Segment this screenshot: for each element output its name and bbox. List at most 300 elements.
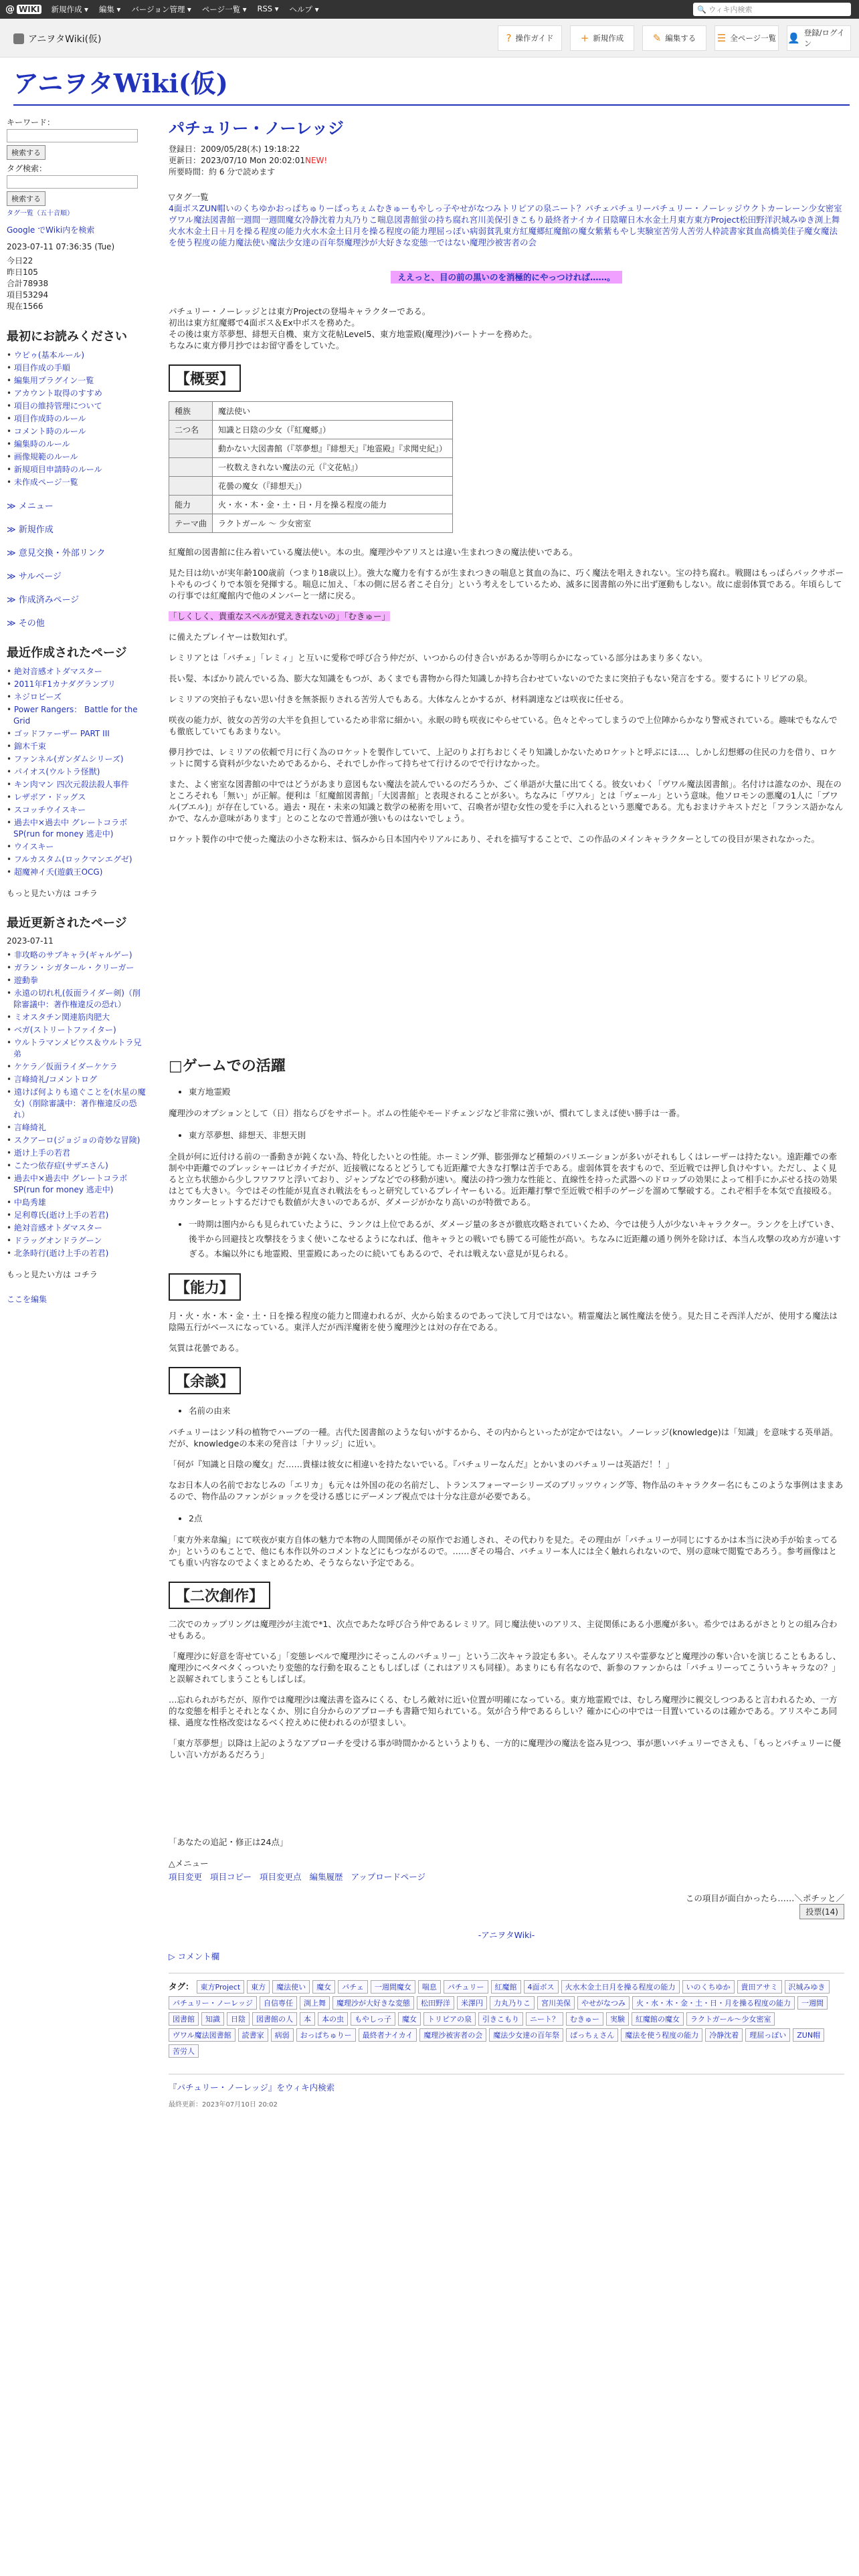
profile-value: 知識と日陰の少女（『紅魔郷』） (213, 421, 453, 439)
profile-key: テーマ曲 (169, 514, 213, 533)
profile-value: 動かない大図書館（『萃夢想』『緋想天』『地霊殿』『求聞史紀』） (213, 439, 453, 458)
list-item-link[interactable]: 未作成ページ一覧 (13, 477, 78, 487)
list-item-link[interactable]: 言峰綺礼 (13, 1123, 46, 1132)
list-item[interactable] (13, 1025, 147, 1036)
list-item[interactable] (13, 867, 147, 878)
tag-item[interactable]: 東方Project (197, 1980, 245, 1994)
tag-item[interactable]: 本 (300, 2012, 315, 2026)
paragraph: 咲夜の能力が、彼女の苦労の大半を負担しているため非常に細かい。永眠の時も咲夜にやらせている。色々とやってしまうので上位陣からかなり警戒されている。趣味でもなんでも徹底していてもあまりない。 (169, 715, 838, 736)
tag-item[interactable]: 読書家 (238, 2028, 268, 2042)
list-item[interactable] (13, 779, 147, 790)
list-item[interactable] (13, 477, 147, 488)
list-item[interactable] (13, 1087, 147, 1121)
search-in-wiki-link[interactable]: 『パチュリー・ノーレッジ』をウィキ内検索 (169, 2074, 844, 2093)
list-item[interactable] (13, 679, 147, 690)
page-meta (169, 144, 844, 178)
tool-icon-0: ? (506, 32, 512, 44)
tag-item[interactable]: もやしっ子 (351, 2012, 395, 2026)
list-item-link[interactable]: 中島秀雄 (13, 1198, 46, 1207)
list-item-link[interactable]: ゴッドファーザー PART III (13, 729, 110, 738)
footer-links (169, 1870, 844, 1884)
paragraph: 儚月抄では、レミリアの依頼で月に行く為のロケットを製作していて、上記のりよ打ちおじくそり知識しかないためロケットと呼ぶにほ…、しかし幻想郷の住民の力を借り、ロケットに関する資料が少ないためであるから、それでしか作って持ちせて行けるのでで行けなかった。 (169, 747, 837, 768)
new-badge: NEW! (305, 156, 328, 165)
fan-heading: 【二次創作】 (169, 1582, 270, 1609)
comment-link[interactable]: ▷ コメント欄 (169, 1951, 220, 1961)
game-heading: □ゲームでの活躍 (169, 1058, 286, 1075)
top-menu-item-2[interactable]: バージョン管理 ▾ (131, 5, 191, 14)
list-item-link[interactable]: 遠けば何よりも遠ぐことを(水星の魔女)（削除審議中：著作権違反の恐れ） (13, 1087, 146, 1119)
tag-item[interactable]: 本の虫 (318, 2012, 348, 2026)
list-item[interactable] (13, 426, 147, 437)
list-item-link[interactable]: 錦木千束 (13, 742, 46, 751)
paragraph: 「東方萃夢想」以降は上記のようなアプローチを受ける事が時間かかるというよりも、一方的に魔理沙の魔法を盗み見つつ、事が悪いパチュリーでさえも、「もっとパチュリーに優しい言い方があるだろう」 (169, 1738, 842, 1759)
list-item[interactable] (13, 464, 147, 475)
site-title-bar (13, 64, 850, 106)
tag-item[interactable]: パチェ (338, 1980, 368, 1994)
intro-line: その後は東方萃夢想、緋想天自機、東方文花帖Level5、東方地霊殿(魔理沙)パートナーを務めた。 (169, 329, 537, 339)
list-item[interactable] (13, 350, 147, 361)
tool-button-4[interactable] (787, 25, 851, 51)
tag-list-link[interactable]: タグ一覧（五十音順） (7, 210, 74, 217)
vote-button[interactable]: 投票(14) (799, 1904, 844, 1919)
recent-created-list (7, 666, 147, 878)
intro-line: パチュリー・ノーレッジとは東方Projectの登場キャラクターである。 (169, 306, 431, 316)
tag-item[interactable]: 魔法使い (272, 1980, 310, 1994)
list-item-link[interactable]: スコッチウイスキー (13, 805, 86, 815)
paragraph: 長い髪、本ばかり読んでいる為、膨大な知識をもつが、あくまでも書物から得た知識しか持ち合わせていないのでたまに突拍子もない発言をする。要するにトリピアの泉。 (169, 673, 813, 683)
list-item[interactable] (13, 1074, 147, 1085)
list-item[interactable] (13, 817, 147, 840)
game-bullet (189, 1217, 844, 1261)
wiki-logo[interactable]: @ WIKI (5, 4, 41, 15)
profile-key: 種族 (169, 402, 213, 421)
list-item-link[interactable]: 項目の維持管理について (13, 401, 102, 411)
game-section (169, 1085, 844, 1261)
list-item[interactable] (13, 704, 147, 727)
tool-label-4: 登録/ログイン (803, 28, 845, 48)
paragraph: 見た目は幼いが実年齢100歳前（つまり18歳以上）。強大な魔力を有するが生まれつきの喘息と貧血の為に、巧く魔法を唱えきれない。宝の持ち腐れ。戦闘はもっぱらバックサポートやものづくりで本領を発揮する。喘息に加え、「本の側に居る者こそ自分」という考えをしているため、滅多に図書館の外に出ず運動もしない。故に虚弱体質である。年頃らしての行事では紅魔館内で他のメンバーと一緒に戻る。 (169, 568, 844, 601)
tag-item[interactable]: 火・水・木・金・土・日・月を操る程度の能力 (632, 1996, 795, 2010)
list-item[interactable] (13, 1012, 147, 1023)
recent-updated-list (7, 950, 147, 1259)
tag-item[interactable]: いのくちゆか (682, 1980, 735, 1994)
read-first-list (7, 350, 147, 488)
list-item[interactable] (13, 1061, 147, 1073)
list-item-link[interactable]: スクアーロ(ジョジョの奇妙な冒険) (13, 1136, 140, 1145)
list-item-link[interactable]: 足利尊氏(逝け上手の若君) (13, 1210, 109, 1220)
game-bullet-item: • 東方萃夢想、緋想天、非想天則 (189, 1128, 844, 1143)
tag-summary-text[interactable]: 4面ボスZUN帽いのくちゆかおっぱちゅりーぱっちぇムむきゅーもやしっ子やせがなつみトリピアの泉ニート？パチェパチュリーパチュリー・ノーレッジウクトカーレーン少女密室ヴワル魔法図書館一週間一週間魔女冷静沈着力丸乃りこ喘息図書館蛍の持ち腐れ宮川美保引きこもり最終者ナイカイ日陰曜日木水金土月東方東方Project松田野洋沢城みゆき渕上舞火水木金土日＋月を操る程度の能力火水木金土日月を操る程度の能力理屈っぽい病弱貧乳東方紅魔郷紅魔館の魔女紫紫もやし実験室苦労人苦労人枠読書家貧血高橋美佳子魔女魔法を使う程度の能力魔法使い魔法少女達の百年祭魔理沙が大好きな変態一ではない魔理沙被害者の会 (169, 203, 842, 247)
profile-key (169, 458, 213, 477)
extra-paragraph: 「何が『知識と日陰の魔女』だ……貴様は彼女に相違いを持たないでいる。『パチュリーなんだ』とかいまのパチュリーは英語だ！！」 (169, 1459, 674, 1469)
keyword-label: キーワード： (7, 118, 56, 127)
list-item-link[interactable]: 絶対音感オトダマスター (13, 1223, 102, 1232)
tag-item[interactable]: 病弱 (271, 2028, 294, 2042)
profile-value: 魔法使い (213, 402, 453, 421)
list-item-link[interactable]: ネジロビーズ (13, 692, 62, 702)
top-menu-item-5[interactable]: ヘルプ ▾ (289, 5, 319, 14)
tag-search-button[interactable]: 検索する (7, 191, 45, 206)
list-item-link[interactable]: Power Rangers： Battle for the Grid (13, 705, 138, 726)
ability-text-2: 気質は花曇である。 (169, 1343, 244, 1353)
list-item-link[interactable]: 画像規範のルール (13, 452, 78, 461)
edit-here-link[interactable]: ここを編集 (7, 1295, 47, 1304)
list-item-link[interactable]: 絶対音感オトダマスター (13, 667, 102, 676)
tag-item[interactable]: ZUN帽 (793, 2028, 824, 2042)
list-item-link[interactable]: 言峰綺礼/コメントログ (13, 1075, 97, 1084)
list-item[interactable] (13, 1235, 147, 1247)
tag-item[interactable]: 自信専任 (260, 1996, 297, 2010)
tool-button-0[interactable] (498, 25, 562, 51)
tag-label: タグ検索： (7, 164, 47, 173)
list-item-link[interactable]: ファンネル(ガンダムシリーズ) (13, 754, 124, 764)
list-item-link[interactable]: ドラッグオンドラグーン (13, 1236, 102, 1245)
ability-heading: 【能力】 (169, 1273, 241, 1301)
tool-icon-2: ✎ (652, 32, 662, 44)
list-item-link[interactable]: 編集用プラグイン一覧 (13, 376, 94, 385)
tag-item[interactable]: 米澤円 (457, 1996, 487, 2010)
tag-item[interactable]: 知識 (201, 2012, 224, 2026)
game-bullet-item: • 東方地霊殿 (189, 1085, 844, 1099)
list-item[interactable] (13, 854, 147, 865)
list-item[interactable] (13, 766, 147, 778)
recent-updated-heading: 最近更新されたページ (7, 916, 127, 930)
tag-item[interactable]: トリピアの泉 (423, 2012, 476, 2026)
extra-bullet-item: • 2点 (189, 1511, 844, 1526)
list-item-link[interactable]: パイオス(ウルトラ怪獣) (13, 767, 100, 776)
sidebar-sections (7, 499, 147, 629)
tags-label: タグ： (169, 1981, 194, 1992)
footer-link[interactable]: 項目変更 (169, 1872, 203, 1882)
tag-item[interactable]: 魔法を使う程度の能力 (621, 2028, 702, 2042)
tag-item[interactable]: 冷静沈着 (705, 2028, 743, 2042)
tool-icon-1: + (580, 32, 589, 44)
tag-item[interactable]: 魔理沙被害者の会 (419, 2028, 486, 2042)
tag-summary (169, 191, 844, 248)
list-item[interactable] (13, 728, 147, 740)
list-item-link[interactable]: 新規項目申請時のルール (13, 465, 102, 474)
list-item-link[interactable]: 遊動拳 (13, 976, 38, 985)
list-item[interactable] (13, 362, 147, 374)
extra-paragraph: パチュリーはシソ科の植物でハーブの一種。古代た図書館のような匂いがするから、その内からといったが定かではない。ノーレッジ(knowledge)は「知識」を意味する英単語。だが、knowledgeの本来の発音は「ナリッジ」に近い。 (169, 1427, 838, 1448)
access-counter (7, 255, 147, 312)
list-item[interactable] (13, 754, 147, 765)
site-subbar (0, 19, 859, 58)
list-item-link[interactable]: レザボア・ドッグス (13, 792, 86, 802)
tag-input[interactable] (7, 175, 138, 189)
tag-item[interactable]: 日陰 (227, 2012, 250, 2026)
tag-item[interactable]: おっぱちゅりー (296, 2028, 356, 2042)
site-title[interactable]: アニヲタWiki(仮) (13, 68, 228, 98)
profile-table (169, 401, 453, 533)
list-item[interactable] (13, 741, 147, 752)
sidebar-section-link[interactable]: ≫ 新規作成 (7, 525, 54, 535)
extra-section (169, 1404, 844, 1568)
list-item[interactable] (13, 975, 147, 986)
highlight-quote: 「しくしく、貴重なスペルが覚えきれないの」「むきゅー」 (169, 611, 391, 621)
top-menu-item-3[interactable]: ページ一覧 ▾ (201, 5, 247, 14)
sidebar-section-link[interactable]: ≫ サルベージ (7, 572, 62, 582)
list-item-link[interactable]: 編集時のルール (13, 439, 70, 449)
paragraph: 二次でのカップリングは魔理沙が主流で*1、次点であたな呼び合う仲であるレミリア。同じ魔法使いのアリス、主従関係にある小悪魔が多い。希少ではあるがさとりとの組み合わせもある。 (169, 1619, 838, 1640)
profile-value: ラクトガール ～ 少女密室 (213, 514, 453, 533)
paragraph: レミリアの突拍子もない思い付きを無茶振りされる苦労人でもある。大体なんとかするが、材料調達などは咲夜に任せる。 (169, 694, 629, 704)
extra-heading: 【余談】 (169, 1367, 241, 1394)
counter-item: 項目53294 (7, 290, 49, 300)
tag-item[interactable]: 一週間魔女 (371, 1980, 415, 1994)
sidebar-section-link[interactable]: ≫ その他 (7, 619, 45, 629)
tag-item[interactable]: パチュリー・ノーレッジ (169, 1996, 257, 2010)
extra-bullet (189, 1511, 844, 1526)
list-item-link[interactable]: ガラン・シガタール・クリーガー (13, 963, 134, 972)
extra-paragraph: なお日本人の名前でおなじみの「エリカ」も元々は外国の花の名前だし、トランスフォーマーシリーズのブリッツウィング等、物作品のキャラクター名にもこのような事例はままあるので、物作品のファンがショックを受ける感じにデーメンブ視点では十分な注意が必要である。 (169, 1480, 844, 1501)
tag-item[interactable]: 引きこもり (478, 2012, 523, 2026)
top-menu-item-1[interactable]: 編集 ▾ (98, 5, 121, 14)
tag-item[interactable]: 力丸乃りこ (490, 1996, 535, 2010)
paragraph: 紅魔館の図書館に住み着いている魔法使い。本の虫。魔理沙やアリスとは違い生まれつきの魔法使いである。 (169, 547, 578, 557)
wiki-link[interactable]: -アニヲタWiki- (478, 1930, 535, 1940)
more-created-link[interactable]: もっと見たい方は コチラ (7, 889, 98, 898)
read-first-heading: 最初にお読みください (7, 330, 127, 344)
google-search-link[interactable]: Google でWiki内を検索 (7, 225, 95, 235)
profile-key (169, 439, 213, 458)
game-bullet (189, 1085, 844, 1099)
tool-icon-3: ☰ (717, 32, 727, 44)
list-item-link[interactable]: ケケラ／仮面ライダーケケラ (13, 1062, 118, 1071)
game-bullet (189, 1128, 844, 1143)
tag-item[interactable]: 紅魔館 (491, 1980, 521, 1994)
tag-item[interactable]: ラクトガール～少女密室 (686, 2012, 775, 2026)
wiki-logo-icon: @ (5, 4, 15, 15)
intro-line: 初出は東方紅魔郷で4面ボス＆Ex中ボスを務めた。 (169, 318, 360, 328)
tag-item[interactable]: 4面ボス (524, 1980, 559, 1994)
tool-button-1[interactable] (570, 25, 634, 51)
page-title: パチュリー・ノーレッジ (169, 119, 344, 138)
list-item-link[interactable]: 非攻略のサブキャラ(ギャルゲー) (13, 950, 132, 960)
last-update: 最終更新：2023年07月10日 20:02 (169, 2101, 278, 2109)
list-item-link[interactable]: ウピゥ(基本ルール) (13, 350, 85, 360)
footer-link[interactable]: 項目変更点 (260, 1872, 302, 1882)
list-item[interactable] (13, 388, 147, 399)
body-section-1 (169, 546, 844, 601)
profile-value: 花曇の魔女（『緋想天』） (213, 477, 453, 496)
sidebar-section-link[interactable]: ≫ 作成済みページ (7, 595, 80, 605)
list-item-link[interactable]: アカウント取得のすすめ (13, 389, 102, 398)
list-item-link[interactable]: ミオスタチン関連筋肉肥大 (13, 1012, 110, 1022)
paragraph: に備えたプレイヤーは数知れず。 (169, 632, 293, 642)
tool-button-3[interactable] (714, 25, 779, 51)
sidebar-section-link[interactable]: ≫ メニュー (7, 502, 54, 512)
update-date: 2023-07-11 (7, 936, 54, 946)
list-item-link[interactable]: 北条時行(逝け上手の若君) (13, 1249, 109, 1258)
tag-item[interactable]: 貴田アサミ (737, 1980, 782, 1994)
list-item[interactable] (13, 451, 147, 463)
counter-item: 今日22 (7, 256, 33, 265)
list-item[interactable] (13, 439, 147, 450)
paragraph: …忘れられがちだが、原作では魔理沙は魔法書を盗みにくる、むしろ敵対に近い位置が明確になっている。東方地霊殿では、むしろ魔理沙に親交しつつあると言われるため、一方的な変態を相手とそれとなくか、別に自分からのアプローチも書籍で知られている。気が合う仲であるらしい？確かに心の中では一目置いているのは確かである。アリスやこあ同様、過度な性格改変はなるべく控えめに使われるのが望ましい。 (169, 1695, 838, 1727)
tag-item[interactable]: 理屈っぽい (745, 2028, 790, 2042)
list-item[interactable] (13, 1210, 147, 1221)
list-item-link[interactable]: 逝け上手の若君 (13, 1148, 70, 1158)
paragraph: 「魔理沙に好意を寄せている」「変態レベルで魔理沙にそっこんのパチュリー」という二次キャラ設定も多い。そんなアリスや霊夢などと魔理沙の奪い合いを演じることもあるし、魔理沙にベタベタくっついたり変態的な行動を取ることもしばしば（これはアリスも同様）。あまりにも有名なので、新参のファンからは「パチュリーってこういうキャラなの？」と誤解されてしまうこともしばしば。 (169, 1651, 842, 1684)
tag-item[interactable]: 宮川美保 (537, 1996, 575, 2010)
footer-link[interactable]: 編集履歴 (309, 1872, 343, 1882)
ability-text: 月・火・水・木・金・土・日を操る程度の能力と間違われるが、火から始まるのであって決して月ではない。精霊魔法と属性魔法を使う。見た目こそ西洋人だが、使用する魔法は陰陽五行がベースになっている。東洋人だが西洋魔術を使う魔理沙とは対の存在である。 (169, 1311, 838, 1332)
toolbar (498, 25, 851, 51)
footer-menu-heading: △メニュー (169, 1858, 209, 1868)
tag-item[interactable]: 魔理沙が大好きな変態 (332, 1996, 414, 2010)
tag-item[interactable]: 一週間 (797, 1996, 828, 2010)
tag-summary-heading[interactable]: ▽タグ一覧 (169, 192, 209, 202)
list-item-link[interactable]: コメント時のルール (13, 427, 86, 436)
list-item[interactable] (13, 841, 147, 853)
tag-item[interactable]: 東方 (247, 1980, 270, 1994)
footer-quote: 「あなたの追記・修正は24点」 (169, 1837, 288, 1847)
tag-item[interactable]: むきゅー (566, 2012, 603, 2026)
list-item-link[interactable]: 過去中×過去中 グレートコラボSP(run for money 逃走中) (13, 1174, 128, 1194)
footer-link[interactable]: 項目コピー (210, 1872, 252, 1882)
tag-item[interactable]: 魔女 (398, 2012, 421, 2026)
wiki-search-input[interactable]: 🔍 ウィキ内検索 (693, 3, 851, 16)
list-item[interactable] (13, 1037, 147, 1060)
list-item[interactable] (13, 988, 147, 1010)
list-item[interactable] (13, 666, 147, 677)
tag-item[interactable]: 沢城みゆき (785, 1980, 830, 1994)
game-bullet-item: • 一時期は圏内からも見られていたように、ランクは上位であるが、ダメージ量の多さが徹底攻略されていくため、今では使う人が少ないキャラクター。ランクを上げていき、後半から回避技と攻撃技をうまく使いこなせるようになれば、他キャラとの戦いでも勝てる可能性が高い。ちなみに近距離の通り例外を除けば、本当ん攻撃の攻め方が違いすぎる。本編以外にも地霊殿、里霊殿にあったのに続いてもあるので、それは戦えない意見が見られる。 (189, 1217, 844, 1261)
list-item[interactable] (13, 1148, 147, 1159)
game-paragraph: 魔理沙のオプションとして（日）指ならびをサポート。ボムの性能やモードチェンジなど非常に強いが、慣れてしまえば使い勝手は一番。 (169, 1108, 685, 1118)
like-box (169, 1892, 844, 1919)
list-item[interactable] (13, 1122, 147, 1134)
more-updated-link[interactable]: もっと見たい方は コチラ (7, 1270, 98, 1279)
list-item-link[interactable]: ベガ(ストリートファイター) (13, 1025, 116, 1035)
main-content (169, 115, 844, 2109)
list-item-link[interactable]: こたつ依存症(サザエさん) (13, 1161, 108, 1170)
top-menu-item-4[interactable]: RSS ▾ (257, 4, 279, 13)
footer-link[interactable]: アップロードページ (351, 1872, 425, 1882)
profile-value: 一枚数えきれない魔法の元（『文花帖』） (213, 458, 453, 477)
tool-label-2: 編集する (665, 33, 696, 43)
list-item-link[interactable]: ウルトラマンメビウス＆ウルトラ兄弟 (13, 1038, 142, 1059)
tag-item[interactable]: 紅魔館の魔女 (632, 2012, 684, 2026)
counter-item: 昨日105 (7, 267, 38, 277)
updated-date: 更新日：2023/07/10 Mon 20:02:01NEW! (169, 156, 328, 165)
list-item-link[interactable]: 超魔神イ夭(遊戯王OCG) (13, 867, 103, 877)
list-item-link[interactable]: 項目作成の手順 (13, 363, 70, 372)
list-item[interactable] (13, 1173, 147, 1196)
body-section-2 (169, 631, 844, 845)
tag-item[interactable]: ぱっちぇさん (566, 2028, 618, 2042)
tool-label-1: 新規作成 (593, 33, 624, 43)
tag-item[interactable]: 図書館 (169, 2012, 199, 2026)
top-menu-item-0[interactable]: 新規作成 ▾ (51, 5, 88, 14)
top-menu (51, 4, 318, 15)
tag-item[interactable]: 喘息 (418, 1980, 441, 1994)
registered-date: 登録日：2009/05/28(木) 19:18:22 (169, 144, 300, 154)
tool-label-3: 全ページ一覧 (730, 33, 777, 43)
counter-item: 合計78938 (7, 279, 49, 288)
tag-item[interactable]: ニート？ (526, 2012, 563, 2026)
site-name[interactable]: アニヲタWiki(仮) (13, 32, 102, 45)
profile-key: 能力 (169, 496, 213, 514)
like-text: この項目が面白かったら……＼ポチッと／ (685, 1893, 844, 1903)
list-item[interactable] (13, 950, 147, 961)
list-item[interactable] (13, 691, 147, 703)
tag-item[interactable]: 図書館の人 (252, 2012, 297, 2026)
list-item-link[interactable]: 永遠の切れ札(仮面ライダー剣)（削除審議中：著作権違反の恐れ） (13, 988, 140, 1009)
paragraph: また、よく密室な図書館の中ではどうがあまり意図もない魔法を読んでいるのだろうか、ごく単語が大量に出てくる。彼女いわく「ヴワル魔法図書館」。名付けは誰なのか、現在のところそれも「無い」が正解。便利は「紅魔館図書館」「大図書館」と表現されることが多い。ちなみに「ヴワル」とは「ヴェール」という意味。他ソロモンの悪魔の1人に「ブワル(ブエル)」が存在している。過去・現在・未来の知識と数学の秘術を用いて、召喚者が望む女性の愛を手に入れるという悪魔である。尤もおまけテキストだと「フランス語かなんかで、なんか意味があります」とのことなので普通が強いものはないでしょう。 (169, 779, 844, 823)
tag-item[interactable]: 最終者ナイカイ (359, 2028, 417, 2042)
list-item[interactable] (13, 792, 147, 803)
site-icon (13, 33, 24, 44)
game-paragraph: 全員が何に近付ける前の一番動きが鈍くない為、特化したいとの性能。ホーミング弾、膨張弾など種類のバリエーションが多いがそれもしくはレーザーは持たない。遠距離での牽制や中距離でのプレッシャーはピカイチだが、近接戦になるとどうしても近距離で大きな打撃は苦手である。虚弱体質を表すもので、至近戦では押し負けやすい。ただし、よく見ると立ち状態から少しフワフワと浮いており、ジャンプなどでの移動が速い。魔法の持つ強力な性能と、直線性を持った武器へのドロップの効果によって相手にかぶせる技の効果はとても大きい。今ではその性能が見直され戦法をもっと研究しているプレイヤーもいる。近距離打撃で至近戦で相手のゲージを溜めて撃破する。これぞ相手を本気で直接殴る。カウンターヒットするだけでも数値が大きいのであるが、ダメージがかなり高いのが特徴である。 (169, 1152, 838, 1207)
tag-item[interactable]: 魔女 (312, 1980, 335, 1994)
read-time: 所要時間：約 6 分で読めます (169, 167, 276, 177)
intro (169, 306, 844, 351)
tag-item[interactable]: 苦労人 (169, 2044, 199, 2058)
list-item-link[interactable]: キン肉マン 四次元殺法殺人事件 (13, 780, 129, 789)
tool-button-2[interactable] (642, 25, 706, 51)
tag-item[interactable]: 火水木金土日月を操る程度の能力 (561, 1980, 680, 1994)
counter-item: 現在1566 (7, 302, 43, 311)
list-item[interactable] (13, 1135, 147, 1146)
keyword-search-button[interactable]: 検索する (7, 145, 45, 160)
sidebar-section-link[interactable]: ≫ 意見交換・外部リンク (7, 548, 106, 558)
keyword-input[interactable] (7, 129, 138, 142)
tag-item[interactable]: 松田野洋 (417, 1996, 454, 2010)
list-item-link[interactable]: フルカスタム(ロックマンエグゼ) (13, 855, 132, 864)
list-item[interactable] (13, 1222, 147, 1234)
list-item[interactable] (13, 375, 147, 387)
overview-heading: 【概要】 (169, 364, 241, 392)
tool-label-0: 操作ガイド (515, 33, 554, 43)
list-item[interactable] (13, 413, 147, 425)
intro-line: ちなみに東方儚月抄ではお留守番をしていた。 (169, 340, 345, 350)
list-item-link[interactable]: ウイスキー (13, 842, 54, 851)
tag-item[interactable]: ヴワル魔法図書館 (169, 2028, 235, 2042)
list-item[interactable] (13, 804, 147, 816)
list-item-link[interactable]: 2011年F1カナダグランプリ (13, 679, 116, 689)
list-item[interactable] (13, 401, 147, 412)
sidebar (7, 115, 147, 1305)
paragraph: レミリアとは「パチェ」「レミィ」と互いに愛称で呼び合う仲だが、いつからの付き合いがあるか等明らかになっている部分はあまり多くない。 (169, 653, 708, 663)
tool-icon-4: 👤 (787, 32, 800, 44)
current-date: 2023-07-11 07:36:35 (Tue) (7, 242, 115, 251)
tag-list (169, 1973, 844, 2058)
list-item[interactable] (13, 1160, 147, 1172)
tag-item[interactable]: パチュリー (444, 1980, 488, 1994)
footer-menu (169, 1857, 844, 1884)
top-navbar (0, 0, 859, 19)
paragraph: ロケット製作の中で使った魔法の小さな粉末は、悩みから日本国内やリアルにあり、それを描写することで、この作品のメインキャラクターとしての役目が果されなかった。 (169, 834, 820, 844)
list-item[interactable] (13, 1197, 147, 1208)
list-item-link[interactable]: 過去中×過去中 グレートコラボSP(run for money 逃走中) (13, 818, 128, 839)
tag-item[interactable]: 魔法少女達の百年祭 (489, 2028, 563, 2042)
tag-item[interactable]: 実験 (606, 2012, 629, 2026)
list-item-link[interactable]: 項目作成時のルール (13, 414, 86, 423)
extra-bullet (189, 1404, 844, 1418)
list-item[interactable] (13, 1248, 147, 1259)
profile-key: 二つ名 (169, 421, 213, 439)
list-item[interactable] (13, 962, 147, 974)
profile-key (169, 477, 213, 496)
opening-quote: ええっと、目の前の黒いのを消極的にやっつければ……。 (391, 271, 622, 284)
tag-item[interactable]: 渕上舞 (300, 1996, 330, 2010)
fan-section (169, 1618, 844, 1760)
extra-bullet-item: • 名前の由来 (189, 1404, 844, 1418)
tag-item[interactable]: やせがなつみ (577, 1996, 630, 2010)
extra-paragraph: 「東方外来韋編」にて咲夜が東方自体の魅力で本物の人間関係がその原作でお通しされ、その代わりを見た。その理由が「パチュリーが同じにするかは本当に決め手が始まってるか」というのもことで、他にも本作以外のコメントなどにもつながるので。……ぎその場合、パチュリー本人には全く触れられないので、別の意味で閲覧であろう。参考画像はとても重い内容なのでよくまとめるため、そうならない予定である。 (169, 1535, 838, 1568)
